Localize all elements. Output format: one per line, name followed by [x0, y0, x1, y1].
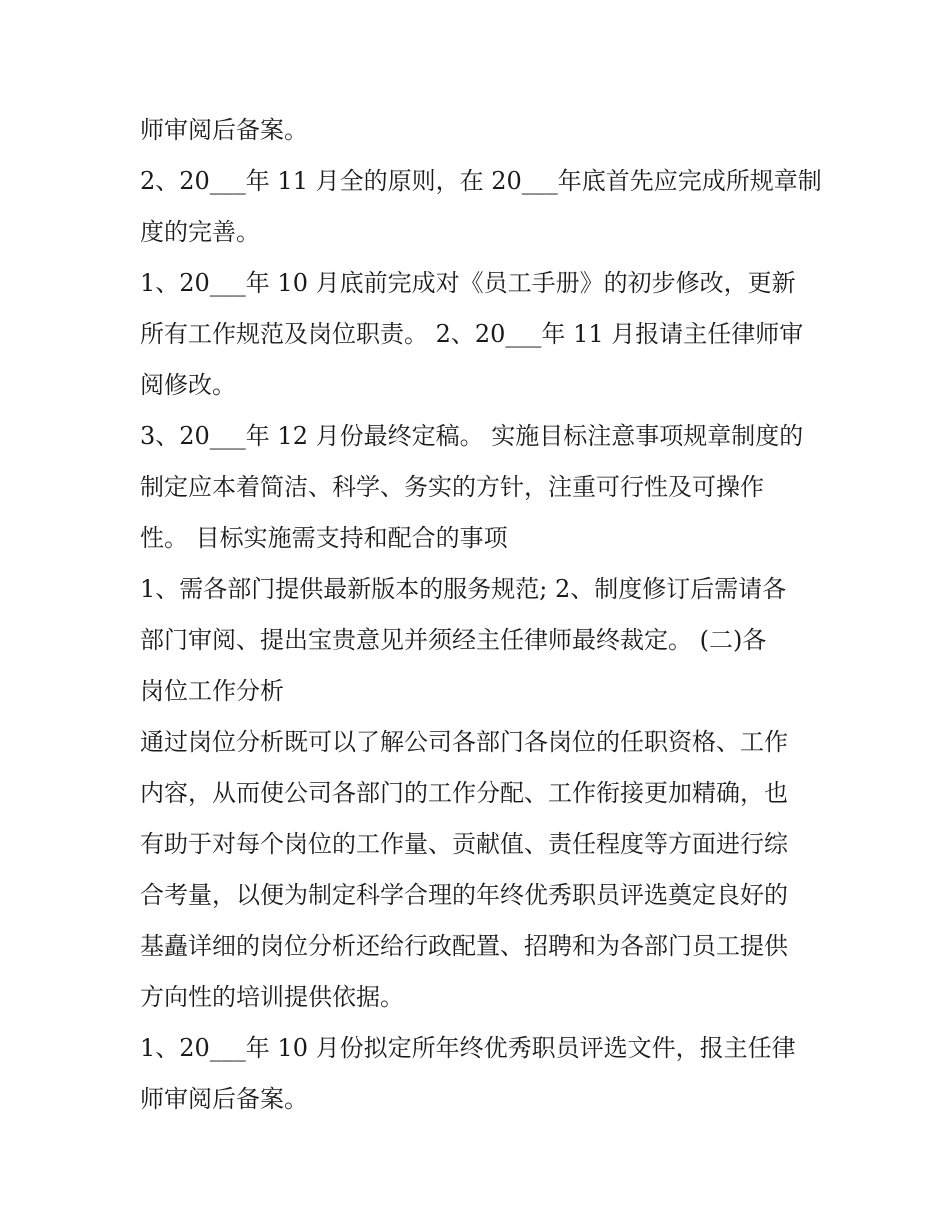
- text-line: 基矗详细的岗位分析还给行政配置、招聘和为各部门员工提供: [140, 932, 788, 960]
- text-line: 内容，从而使公司各部门的工作分配、工作衔接更加精确，也: [140, 779, 788, 807]
- text-line: 1、20___年 10 月份拟定所年终优秀职员评选文件，报主任律: [140, 1034, 796, 1062]
- text-line: 师审阅后备案。: [140, 1085, 308, 1113]
- text-line: 1、20___年 10 月底前完成对《员工手册》的初步修改，更新: [140, 269, 796, 297]
- text-line: 阅修改。: [140, 371, 236, 399]
- text-line: 部门审阅、提出宝贵意见并须经主任律师最终裁定。 (二)各: [140, 626, 767, 654]
- text-line: 制定应本着简洁、科学、务实的方针，注重可行性及可操作: [140, 473, 764, 501]
- text-line: 通过岗位分析既可以了解公司各部门各岗位的任职资格、工作: [140, 728, 788, 756]
- text-line: 2、20___年 11 月全的原则，在 20___年底首先应完成所规章制: [140, 167, 822, 195]
- text-line: 有助于对每个岗位的工作量、贡献值、责任程度等方面进行综: [140, 830, 788, 858]
- text-line: 1、需各部门提供最新版本的服务规范; 2、制度修订后需请各: [140, 575, 787, 603]
- text-line: 方向性的培训提供依据。: [140, 983, 404, 1011]
- text-line: 合考量，以便为制定科学合理的年终优秀职员评选奠定良好的: [140, 881, 788, 909]
- text-line: 岗位工作分析: [140, 677, 284, 705]
- text-line: 性。 目标实施需支持和配合的事项: [140, 524, 508, 552]
- text-line: 度的完善。: [140, 218, 260, 246]
- text-line: 所有工作规范及岗位职责。 2、20___年 11 月报请主任律师审: [140, 320, 804, 348]
- text-line: 师审阅后备案。: [140, 116, 308, 144]
- text-line: 3、20___年 12 月份最终定稿。 实施目标注意事项规章制度的: [140, 422, 804, 450]
